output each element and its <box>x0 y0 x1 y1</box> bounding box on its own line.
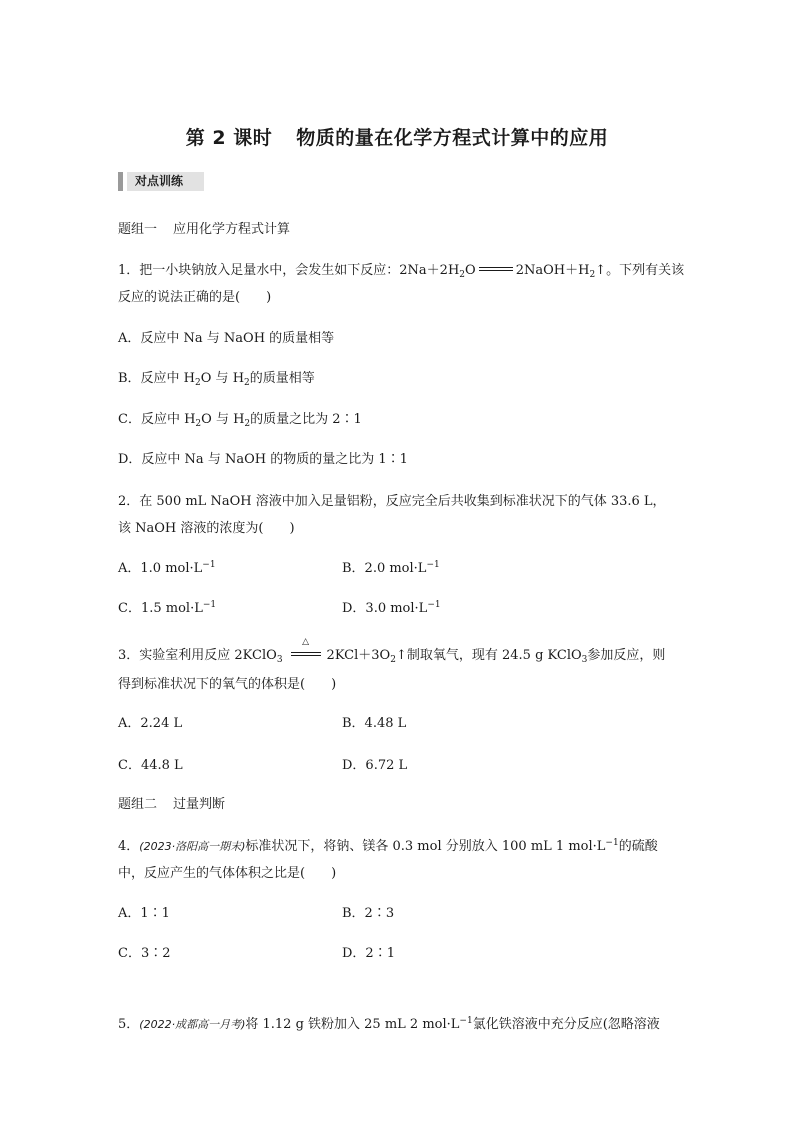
question-5-line-1: 5．(2022·成都高一月考)将 1.12 g 铁粉加入 25 mL 2 $mol\cdot L^{-1}$氯化铁溶液中充分反应(忽略溶液 <box>118 1016 660 1032</box>
q1-option-b: B．反应中 $H_2O$ 与 $H_2$的质量相等 <box>118 371 315 388</box>
heating-equals-sign <box>291 637 321 660</box>
q3-option-a: A．2.24 L <box>118 716 183 731</box>
section-tag: 对点训练 <box>118 172 204 191</box>
page-title <box>0 123 794 150</box>
q2-option-d: D．3.0 $mol\cdot L^{-1}$ <box>342 600 441 616</box>
question-4-line-1: 4．(2023·洛阳高一期末)标准状况下，将钠、镁各 0.3 mol 分别放入 100 mL 1 $mol\cdot L^{-1}$的硫酸 <box>118 838 658 854</box>
group-heading-1: 题组一 应用化学方程式计算 <box>118 222 291 237</box>
lesson-number: 第 2 课时 <box>185 127 273 149</box>
q4-option-b: B．2∶3 <box>342 906 395 921</box>
question-2-line-1: 2．在 500 mL NaOH 溶液中加入足量铝粉，反应完全后共收集到标准状况下的气体 33.6 L， <box>118 494 666 509</box>
q2-option-a: A．1.0 $mol\cdot L^{-1}$ <box>118 560 216 576</box>
q3-option-c: C．44.8 L <box>118 758 183 773</box>
question-4-line-2: 中，反应产生的气体体积之比是( ) <box>118 866 337 881</box>
question-3-line-2: 得到标准状况下的氧气的体积是( ) <box>118 677 337 692</box>
heat-triangle-icon: △ <box>302 637 309 647</box>
lesson-topic: 物质的量在化学方程式计算中的应用 <box>296 127 609 149</box>
q1-option-c: C．反应中 $H_2O$ 与 $H_2$的质量之比为 2∶1 <box>118 412 362 429</box>
question-source: (2022·成都高一月考) <box>139 1018 246 1031</box>
question-2-line-2: 该 NaOH 溶液的浓度为( ) <box>118 521 295 536</box>
equals-sign <box>479 264 513 274</box>
q2-option-b: B．2.0 $mol\cdot L^{-1}$ <box>342 560 440 576</box>
q4-option-d: D．2∶1 <box>342 946 395 961</box>
q2-option-c: C．1.5 $mol\cdot L^{-1}$ <box>118 600 217 616</box>
question-1-line-1: 1．把一小块钠放入足量水中，会发生如下反应：$2Na+2H_2O$ $2NaOH+H_2↑$。下列有关该 <box>118 263 685 280</box>
question-source: (2023·洛阳高一期末) <box>139 840 246 853</box>
q3-option-d: D．6.72 L <box>342 758 408 773</box>
equation-1: $2Na+2H_2O$ $2NaOH+H_2↑$ <box>399 263 607 280</box>
q4-option-c: C．3∶2 <box>118 946 171 961</box>
q3-option-b: B．4.48 L <box>342 716 407 731</box>
q1-option-d: D．反应中 Na 与 NaOH 的物质的量之比为 1∶1 <box>118 452 408 467</box>
group-heading-2: 题组二 过量判断 <box>118 797 226 812</box>
q1-option-a: A．反应中 Na 与 NaOH 的质量相等 <box>118 331 335 346</box>
question-1-line-2: 反应的说法正确的是( ) <box>118 290 272 305</box>
q4-option-a: A．1∶1 <box>118 906 170 921</box>
question-3-line-1: 3．实验室利用反应 2KClO$_3$ △ $2KCl+3O_2↑$制取氧气，现有 24.5 g KClO$_3$参加反应，则 <box>118 637 666 665</box>
